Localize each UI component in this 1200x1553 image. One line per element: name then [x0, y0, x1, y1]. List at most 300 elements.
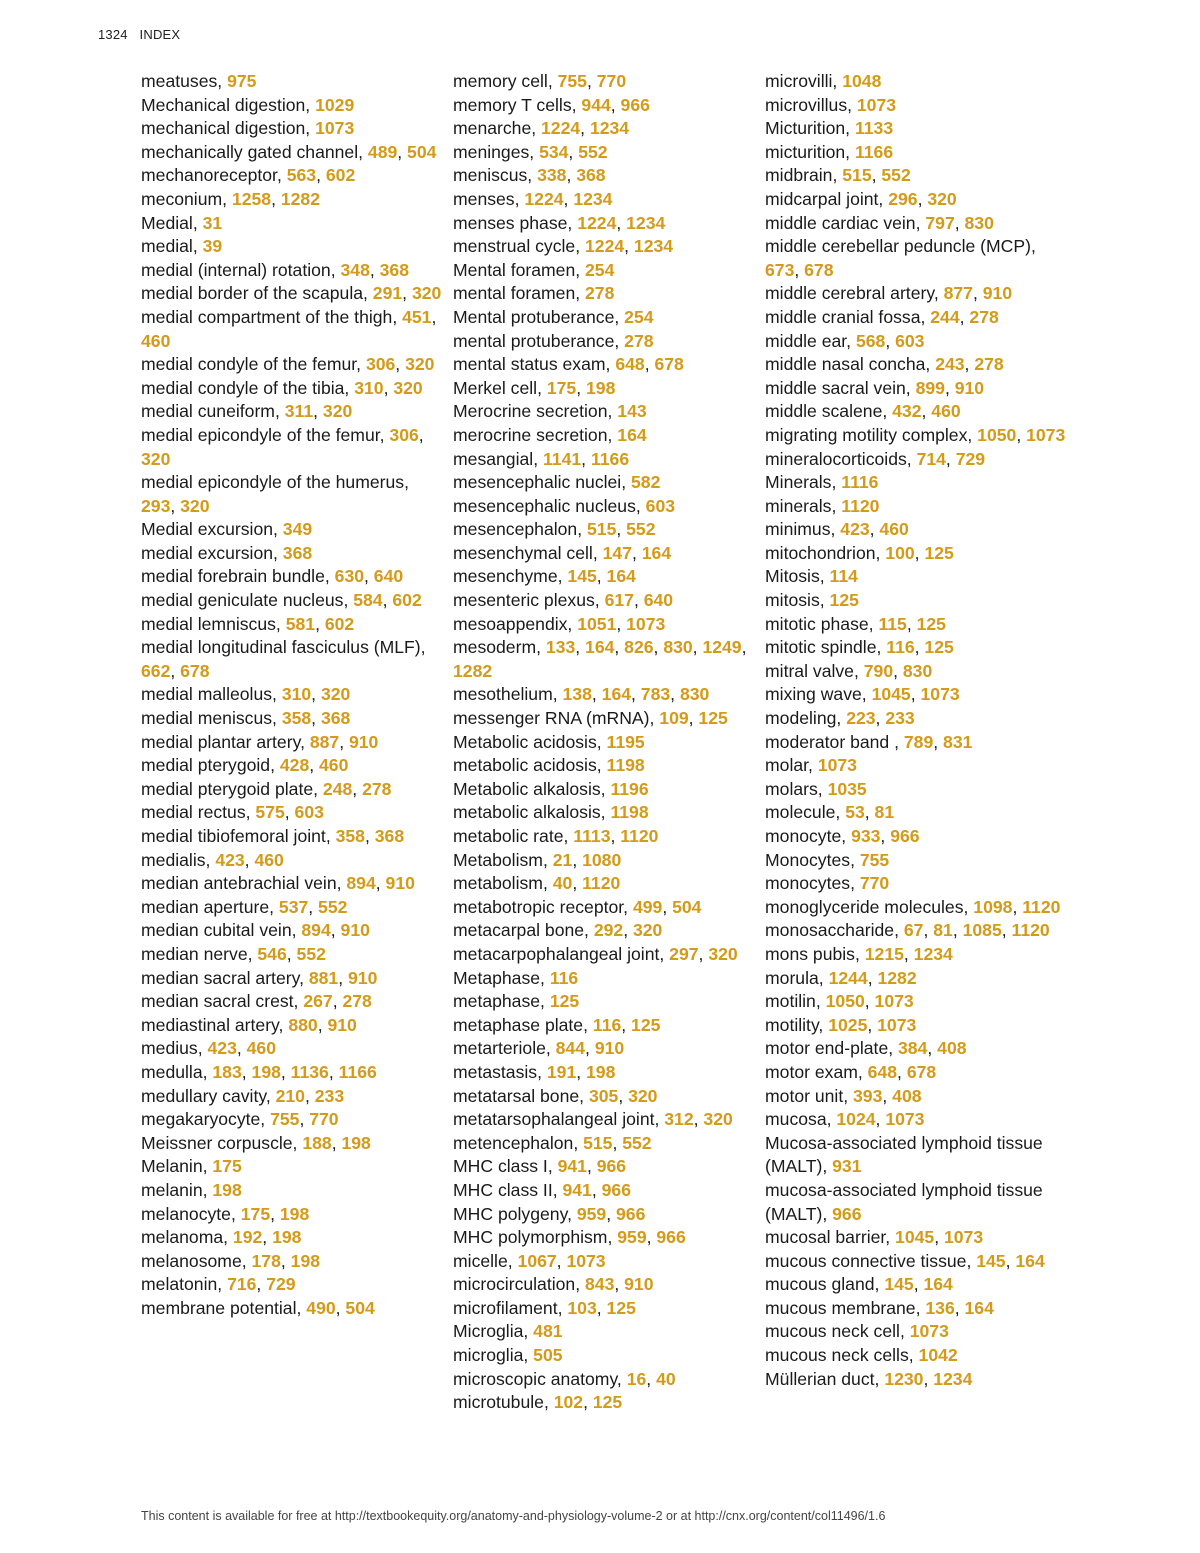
page-reference-link[interactable]: 320: [141, 448, 171, 469]
page-reference-link[interactable]: 1282: [877, 967, 917, 988]
page-reference-link[interactable]: 489: [367, 141, 398, 162]
page-reference-link[interactable]: 338: [537, 165, 567, 186]
page-reference-link[interactable]: 1045: [895, 1227, 935, 1248]
page-reference-link[interactable]: 1035: [827, 778, 867, 799]
page-reference-link[interactable]: 1116: [841, 472, 879, 493]
page-reference-link[interactable]: 931: [832, 1156, 862, 1177]
page-reference-link[interactable]: 770: [596, 71, 627, 91]
page-reference-link[interactable]: 894: [346, 873, 376, 894]
page-reference-link[interactable]: 320: [405, 354, 435, 375]
page-reference-link[interactable]: 831: [943, 731, 973, 752]
page-reference-link[interactable]: 198: [279, 1203, 310, 1224]
page-reference-link[interactable]: 175: [546, 377, 577, 398]
page-reference-link[interactable]: 582: [631, 472, 661, 493]
page-reference-link[interactable]: 223: [846, 708, 876, 729]
page-reference-link[interactable]: 143: [617, 401, 647, 422]
page-reference-link[interactable]: 1073: [566, 1250, 606, 1271]
page-reference-link[interactable]: 116: [592, 1014, 622, 1035]
page-reference-link[interactable]: 1249: [702, 637, 742, 658]
page-reference-link[interactable]: 320: [628, 1085, 658, 1106]
page-reference-link[interactable]: 393: [853, 1085, 883, 1106]
page-reference-link[interactable]: 125: [924, 637, 954, 658]
page-reference-link[interactable]: 423: [207, 1038, 237, 1059]
page-reference-link[interactable]: 348: [340, 259, 370, 280]
page-reference-link[interactable]: 1234: [913, 943, 953, 964]
page-reference-link[interactable]: 1166: [854, 141, 894, 162]
page-reference-link[interactable]: 408: [937, 1038, 967, 1059]
page-reference-link[interactable]: 133: [545, 637, 576, 658]
page-reference-link[interactable]: 966: [616, 1203, 646, 1224]
page-reference-link[interactable]: 552: [318, 896, 348, 917]
page-reference-link[interactable]: 125: [924, 542, 954, 563]
index-entry: melanocyte, 175, 198: [141, 1203, 310, 1224]
index-entry: median antebrachial vein, 894, 910: [141, 873, 415, 894]
page-reference-link[interactable]: 320: [393, 377, 423, 398]
page-reference-link[interactable]: 1051: [577, 613, 617, 634]
page-reference-link[interactable]: 310: [281, 684, 312, 705]
page-reference-link[interactable]: 552: [578, 141, 608, 162]
page-reference-link[interactable]: 1224: [541, 118, 581, 139]
page-reference-link[interactable]: 1073: [943, 1227, 984, 1248]
page-reference-link[interactable]: 894: [301, 920, 331, 941]
page-reference-link[interactable]: 1282: [280, 188, 320, 209]
page-reference-link[interactable]: 602: [324, 613, 355, 634]
page-reference-link[interactable]: 1133: [854, 118, 894, 139]
page-reference-link[interactable]: 320: [411, 283, 442, 304]
page-reference-link[interactable]: 1025: [828, 1014, 868, 1035]
page-reference-link[interactable]: 1029: [315, 94, 355, 115]
page-reference-link[interactable]: 460: [141, 330, 171, 351]
page-reference-link[interactable]: 1234: [626, 212, 666, 233]
page-reference-link[interactable]: 198: [586, 1061, 616, 1082]
page-reference-link[interactable]: 320: [632, 920, 663, 941]
page-reference-link[interactable]: 368: [374, 826, 405, 846]
page-reference-link[interactable]: 1120: [1022, 896, 1061, 917]
page-reference-link[interactable]: 451: [402, 306, 432, 327]
page-reference-link[interactable]: 297: [669, 943, 699, 964]
index-term: Mechanical digestion,: [141, 94, 316, 115]
page-reference-link[interactable]: 1120: [582, 873, 621, 894]
page-reference-link[interactable]: 248: [322, 778, 353, 799]
page-reference-link[interactable]: 603: [645, 495, 676, 516]
page-reference-link[interactable]: 678: [804, 259, 834, 280]
page-reference-link[interactable]: 1024: [836, 1109, 876, 1130]
page-reference-link[interactable]: 640: [373, 566, 404, 587]
page-reference-link[interactable]: 1073: [877, 1014, 917, 1035]
page-reference-link[interactable]: 1073: [874, 991, 914, 1012]
page-reference-link[interactable]: 1244: [828, 967, 868, 988]
page-reference-link[interactable]: 460: [931, 401, 961, 422]
page-reference-link[interactable]: 1141: [542, 448, 582, 469]
page-reference-link[interactable]: 311: [284, 401, 314, 422]
page-reference-link[interactable]: 292: [593, 920, 624, 941]
page-reference-link[interactable]: 581: [285, 613, 316, 634]
page-reference-link[interactable]: 164: [617, 424, 647, 445]
index-term: melanoma,: [141, 1227, 233, 1248]
page-reference-link[interactable]: 1166: [590, 448, 630, 469]
page-reference-link[interactable]: 505: [533, 1345, 563, 1366]
index-entry: motor end-plate, 384, 408: [765, 1038, 967, 1059]
page-reference-link[interactable]: 40: [552, 873, 573, 894]
page-reference-link[interactable]: 358: [335, 826, 365, 846]
page-reference-link[interactable]: 183: [212, 1061, 242, 1082]
page-reference-link[interactable]: 783: [640, 684, 671, 705]
page-reference-link[interactable]: 145: [884, 1274, 914, 1295]
page-reference-link[interactable]: 145: [976, 1250, 1006, 1271]
index-term: menses phase,: [453, 212, 578, 233]
page-reference-link[interactable]: 617: [604, 590, 634, 611]
page-reference-link[interactable]: 320: [320, 684, 351, 705]
page-reference-link[interactable]: 1198: [610, 802, 649, 823]
page-reference-link[interactable]: 198: [586, 377, 616, 398]
index-term: molar,: [765, 755, 818, 776]
page-reference-link[interactable]: 145: [567, 566, 597, 587]
index-entry: migrating motility complex, 1050, 1073: [765, 424, 1066, 445]
page-reference-link[interactable]: 368: [282, 542, 313, 563]
page-reference-link[interactable]: 584: [353, 590, 383, 611]
page-reference-link[interactable]: 125: [916, 613, 946, 634]
page-reference-link[interactable]: 306: [365, 354, 396, 375]
page-reference-link[interactable]: 966: [620, 94, 650, 115]
page-reference-link[interactable]: 490: [306, 1297, 336, 1318]
page-reference-link[interactable]: 233: [885, 708, 915, 729]
page-reference-link[interactable]: 358: [281, 708, 312, 729]
page-reference-link[interactable]: 789: [903, 731, 934, 752]
page-reference-link[interactable]: 1073: [817, 755, 857, 776]
page-reference-link[interactable]: 944: [581, 94, 611, 115]
page-reference-link[interactable]: 575: [255, 802, 285, 823]
page-reference-link[interactable]: 81: [933, 920, 953, 941]
page-reference-link[interactable]: 125: [698, 708, 728, 729]
page-reference-link[interactable]: 100: [885, 542, 915, 563]
page-reference-link[interactable]: 1136: [290, 1061, 329, 1082]
page-reference-link[interactable]: 966: [601, 1179, 631, 1200]
page-reference-link[interactable]: 192: [232, 1227, 263, 1248]
page-reference-link[interactable]: 1073: [856, 94, 897, 115]
page-reference-link[interactable]: 673: [765, 259, 795, 280]
page-reference-link[interactable]: 552: [296, 943, 326, 964]
page-reference-link[interactable]: 770: [859, 873, 890, 894]
page-reference-link[interactable]: 278: [974, 354, 1004, 375]
page-reference-link[interactable]: 278: [624, 330, 654, 351]
page-reference-link[interactable]: 877: [943, 283, 973, 304]
page-reference-link[interactable]: 966: [596, 1156, 627, 1177]
page-reference-link[interactable]: 306: [389, 424, 419, 445]
page-reference-link[interactable]: 423: [215, 849, 245, 870]
page-reference-link[interactable]: 164: [641, 542, 672, 563]
page-reference-link[interactable]: 278: [585, 283, 615, 304]
page-reference-link[interactable]: 1045: [871, 684, 911, 705]
page-reference-link[interactable]: 198: [290, 1250, 321, 1271]
page-reference-link[interactable]: 310: [354, 377, 384, 398]
page-reference-link[interactable]: 320: [322, 401, 353, 422]
page-reference-link[interactable]: 198: [251, 1061, 281, 1082]
page-reference-link[interactable]: 125: [592, 1392, 623, 1413]
page-reference-link[interactable]: 1120: [1011, 920, 1050, 941]
page-reference-link[interactable]: 966: [656, 1227, 686, 1248]
page-reference-link[interactable]: 320: [708, 943, 738, 964]
page-reference-link[interactable]: 1258: [231, 188, 272, 209]
page-reference-link[interactable]: 267: [303, 991, 333, 1012]
page-reference-link[interactable]: 603: [294, 802, 324, 823]
page-reference-link[interactable]: 714: [916, 448, 946, 469]
page-reference-link[interactable]: 278: [969, 306, 999, 327]
page-reference-link[interactable]: 716: [227, 1274, 257, 1295]
page-reference-link[interactable]: 959: [576, 1203, 607, 1224]
index-term: mucous neck cell,: [765, 1321, 910, 1342]
page-reference-link[interactable]: 552: [881, 165, 911, 186]
page-reference-link[interactable]: 1224: [577, 212, 617, 233]
page-reference-link[interactable]: 243: [935, 354, 965, 375]
page-reference-link[interactable]: 843: [585, 1274, 615, 1295]
page-reference-link[interactable]: 499: [632, 896, 663, 917]
index-term: medial malleolus,: [141, 684, 282, 705]
page-reference-link[interactable]: 1085: [962, 920, 1002, 941]
page-reference-link[interactable]: 175: [240, 1203, 271, 1224]
index-entry: [765, 778, 1070, 802]
page-reference-link[interactable]: 293: [141, 495, 171, 516]
page-reference-link[interactable]: 1073: [626, 613, 666, 634]
page-reference-link[interactable]: 210: [275, 1085, 305, 1106]
page-reference-link[interactable]: 460: [254, 849, 284, 870]
page-reference-link[interactable]: 175: [212, 1156, 242, 1177]
page-reference-link[interactable]: 1198: [606, 755, 645, 776]
page-reference-link[interactable]: 941: [562, 1179, 592, 1200]
page-reference-link[interactable]: 1067: [517, 1250, 557, 1271]
page-reference-link[interactable]: 125: [549, 991, 580, 1012]
page-reference-link[interactable]: 515: [583, 1132, 613, 1153]
page-reference-link[interactable]: 1073: [1026, 424, 1066, 445]
page-reference-link[interactable]: 770: [309, 1109, 339, 1130]
page-reference-link[interactable]: 966: [890, 826, 920, 846]
page-reference-link[interactable]: 910: [385, 873, 415, 894]
page-reference-link[interactable]: 244: [930, 306, 960, 327]
page-reference-link[interactable]: 1073: [885, 1109, 925, 1130]
page-reference-link[interactable]: 755: [270, 1109, 300, 1130]
page-reference-link[interactable]: 291: [372, 283, 403, 304]
page-reference-link[interactable]: 552: [622, 1132, 652, 1153]
page-reference-link[interactable]: 504: [345, 1297, 375, 1318]
page-reference-link[interactable]: 460: [319, 755, 349, 776]
page-reference-link[interactable]: 910: [624, 1274, 654, 1295]
index-term: mucosa-associated lymphoid tissue (MALT),: [765, 1179, 1043, 1224]
page-reference-link[interactable]: 138: [562, 684, 592, 705]
index-entry: molecule, 53, 81: [765, 802, 895, 823]
page-reference-link[interactable]: 515: [842, 165, 872, 186]
page-reference-link[interactable]: 39: [202, 236, 223, 257]
page-reference-link[interactable]: 460: [246, 1038, 276, 1059]
page-reference-link[interactable]: 1234: [589, 118, 630, 139]
page-reference-link[interactable]: 164: [964, 1297, 994, 1318]
page-reference-link[interactable]: 305: [588, 1085, 619, 1106]
page-reference-link[interactable]: 1120: [841, 495, 880, 516]
page-reference-link[interactable]: 164: [606, 566, 636, 587]
page-reference-link[interactable]: 16: [626, 1368, 647, 1389]
page-reference-link[interactable]: 408: [892, 1085, 922, 1106]
page-reference-link[interactable]: 546: [257, 943, 287, 964]
page-reference-link[interactable]: 368: [379, 259, 409, 280]
page-reference-link[interactable]: 198: [272, 1227, 302, 1248]
page-reference-link[interactable]: 136: [925, 1297, 955, 1318]
page-reference-link[interactable]: 755: [557, 71, 587, 91]
page-reference-link[interactable]: 21: [552, 849, 573, 870]
index-term: metabotropic receptor,: [453, 896, 633, 917]
page-reference-link[interactable]: 320: [927, 188, 957, 209]
page-reference-link[interactable]: 603: [895, 330, 925, 351]
page-reference-link[interactable]: 881: [308, 967, 339, 988]
page-reference-link[interactable]: 678: [906, 1061, 937, 1082]
page-reference-link[interactable]: 534: [539, 141, 569, 162]
index-term: middle nasal concha,: [765, 354, 936, 375]
page-reference-link[interactable]: 630: [334, 566, 365, 587]
page-reference-link[interactable]: 910: [340, 920, 370, 941]
page-reference-link[interactable]: 1195: [606, 731, 645, 752]
page-reference-link[interactable]: 125: [829, 590, 859, 611]
page-reference-link[interactable]: 552: [626, 519, 656, 540]
page-reference-link[interactable]: 504: [407, 141, 437, 162]
page-reference-link[interactable]: 602: [325, 165, 356, 186]
page-reference-link[interactable]: 602: [392, 590, 422, 611]
page-reference-link[interactable]: 1282: [453, 660, 493, 681]
page-reference-link[interactable]: 31: [202, 212, 223, 233]
page-reference-link[interactable]: 368: [320, 708, 351, 729]
page-reference-link[interactable]: 729: [955, 448, 986, 469]
page-reference-link[interactable]: 797: [925, 212, 955, 233]
page-reference-link[interactable]: 40: [656, 1368, 676, 1389]
page-reference-link[interactable]: 147: [602, 542, 632, 563]
page-reference-link[interactable]: 959: [617, 1227, 647, 1248]
page-reference-link[interactable]: 1113: [573, 826, 611, 846]
page-reference-link[interactable]: 975: [227, 71, 257, 91]
page-reference-link[interactable]: 1215: [864, 943, 904, 964]
page-reference-link[interactable]: 114: [829, 566, 858, 587]
page-reference-link[interactable]: 320: [180, 495, 210, 516]
page-reference-link[interactable]: 116: [886, 637, 915, 658]
page-reference-link[interactable]: 790: [863, 660, 894, 681]
page-reference-link[interactable]: 830: [964, 212, 994, 233]
page-reference-link[interactable]: 278: [342, 991, 372, 1012]
page-reference-link[interactable]: 933: [851, 826, 881, 846]
page-reference-link[interactable]: 729: [266, 1274, 296, 1295]
page-reference-link[interactable]: 188: [302, 1132, 332, 1153]
page-reference-link[interactable]: 1224: [585, 236, 625, 257]
page-reference-link[interactable]: 1234: [573, 188, 613, 209]
page-reference-link[interactable]: 125: [606, 1297, 636, 1318]
page-reference-link[interactable]: 278: [362, 778, 392, 799]
page-reference-link[interactable]: 678: [180, 660, 210, 681]
page-reference-link[interactable]: 899: [915, 377, 945, 398]
page-reference-link[interactable]: 910: [348, 731, 379, 752]
page-reference-link[interactable]: 103: [567, 1297, 597, 1318]
page-reference-link[interactable]: 116: [549, 967, 579, 988]
page-reference-link[interactable]: 191: [546, 1061, 577, 1082]
page-reference-link[interactable]: 481: [533, 1321, 563, 1342]
page-reference-link[interactable]: 1098: [973, 896, 1013, 917]
page-reference-link[interactable]: 648: [615, 354, 645, 375]
page-reference-link[interactable]: 1048: [842, 71, 882, 91]
page-reference-link[interactable]: 423: [840, 519, 870, 540]
page-reference-link[interactable]: 880: [288, 1014, 318, 1035]
page-reference-link[interactable]: 53: [845, 802, 865, 823]
page-reference-link[interactable]: 320: [703, 1109, 733, 1130]
page-reference-link[interactable]: 233: [314, 1085, 345, 1106]
page-reference-link[interactable]: 1073: [920, 684, 960, 705]
page-reference-link[interactable]: 941: [557, 1156, 587, 1177]
page-reference-link[interactable]: 1234: [933, 1368, 973, 1389]
page-reference-link[interactable]: 910: [327, 1014, 357, 1035]
page-reference-link[interactable]: 296: [888, 188, 918, 209]
page-reference-link[interactable]: 67: [903, 920, 924, 941]
page-reference-link[interactable]: 178: [251, 1250, 281, 1271]
page-reference-link[interactable]: 1166: [338, 1061, 377, 1082]
page-reference-link[interactable]: 460: [879, 519, 909, 540]
page-reference-link[interactable]: 563: [286, 165, 317, 186]
page-reference-link[interactable]: 1073: [909, 1321, 949, 1342]
page-reference-link[interactable]: 1230: [884, 1368, 924, 1389]
page-reference-link[interactable]: 198: [341, 1132, 371, 1153]
page-reference-link[interactable]: 102: [553, 1392, 584, 1413]
page-reference-link[interactable]: 115: [878, 613, 907, 634]
page-reference-link[interactable]: 1080: [582, 849, 622, 870]
page-reference-link[interactable]: 830: [902, 660, 933, 681]
page-reference-link[interactable]: 910: [594, 1038, 625, 1059]
page-reference-link[interactable]: 198: [212, 1179, 242, 1200]
page-reference-link[interactable]: 384: [898, 1038, 928, 1059]
page-reference-link[interactable]: 830: [679, 684, 710, 705]
page-reference-link[interactable]: 81: [874, 802, 895, 823]
page-reference-link[interactable]: 910: [348, 967, 378, 988]
page-reference-link[interactable]: 648: [867, 1061, 898, 1082]
page-reference-link[interactable]: 1050: [977, 424, 1017, 445]
page-reference-link[interactable]: 432: [892, 401, 922, 422]
page-reference-link[interactable]: 164: [585, 637, 615, 658]
page-reference-link[interactable]: 125: [631, 1014, 661, 1035]
page-reference-link[interactable]: 844: [555, 1038, 586, 1059]
page-reference-link[interactable]: 826: [624, 637, 654, 658]
page-reference-link[interactable]: 640: [643, 590, 674, 611]
page-reference-link[interactable]: 164: [1015, 1250, 1045, 1271]
page-reference-link[interactable]: 1234: [633, 236, 674, 257]
page-reference-link[interactable]: 678: [654, 354, 684, 375]
page-reference-link[interactable]: 966: [832, 1203, 862, 1224]
page-reference-link[interactable]: 164: [923, 1274, 953, 1295]
page-reference-link[interactable]: 1120: [620, 826, 659, 846]
page-reference-link[interactable]: 1224: [524, 188, 564, 209]
page-reference-link[interactable]: 312: [664, 1109, 694, 1130]
page-reference-link[interactable]: 910: [982, 283, 1013, 304]
page-reference-link[interactable]: 349: [282, 519, 313, 540]
page-reference-link[interactable]: 254: [624, 306, 654, 327]
page-reference-link[interactable]: 164: [601, 684, 632, 705]
page-reference-link[interactable]: 887: [309, 731, 340, 752]
page-reference-link[interactable]: 254: [585, 259, 615, 280]
page-reference-link[interactable]: 537: [278, 896, 309, 917]
page-reference-link[interactable]: 1050: [825, 991, 865, 1012]
page-reference-link[interactable]: 109: [659, 708, 689, 729]
page-reference-link[interactable]: 568: [855, 330, 886, 351]
page-reference-link[interactable]: 368: [576, 165, 606, 186]
page-reference-link[interactable]: 1073: [315, 118, 355, 139]
page-reference-link[interactable]: 830: [663, 637, 693, 658]
page-reference-link[interactable]: 755: [859, 849, 890, 870]
page-reference-link[interactable]: 910: [954, 377, 985, 398]
page-reference-link[interactable]: 515: [587, 519, 617, 540]
page-reference-link[interactable]: 662: [141, 660, 171, 681]
page-reference-link[interactable]: 428: [279, 755, 310, 776]
page-reference-link[interactable]: 504: [672, 896, 702, 917]
page-reference-link[interactable]: 1196: [610, 778, 649, 799]
page-reference-link[interactable]: 1042: [918, 1345, 958, 1366]
